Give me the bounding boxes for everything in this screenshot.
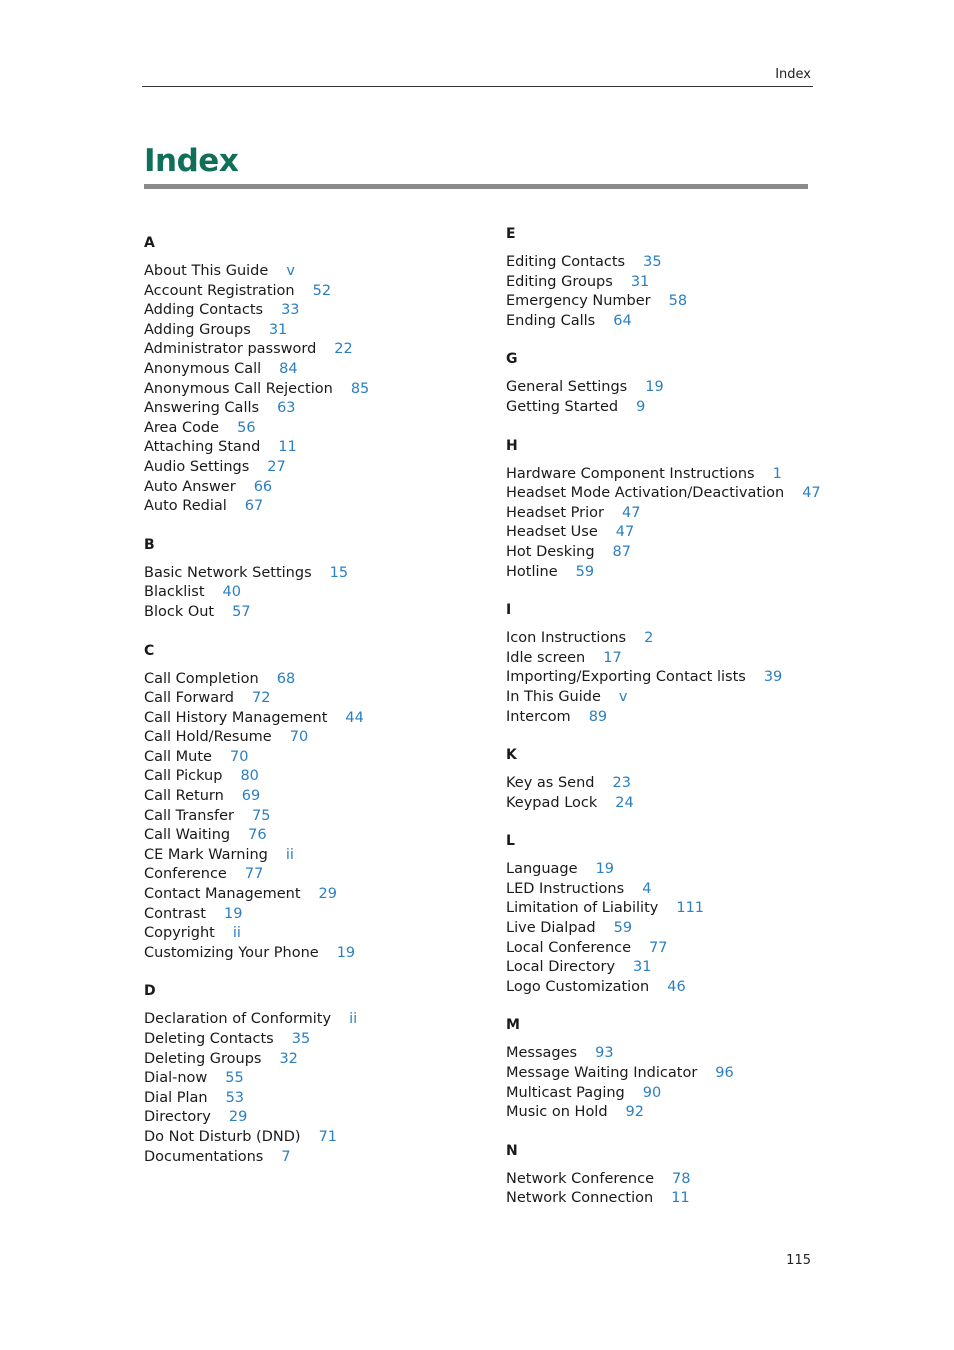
index-entry: [506, 688, 836, 708]
index-entry: [144, 282, 474, 302]
entry-term: Declaration of Conformity: [144, 1011, 332, 1028]
index-entry: [506, 880, 836, 900]
entry-term: Account Registration: [144, 282, 295, 299]
index-entry: [506, 629, 836, 649]
index-entry: [144, 905, 474, 925]
index-entry: [506, 273, 836, 293]
index-entry: [144, 438, 474, 458]
entry-term: Call Waiting: [144, 827, 231, 844]
entry-term: Anonymous Call Rejection: [144, 380, 333, 397]
entry-term: Dial-now: [144, 1070, 208, 1087]
index-entry: [144, 419, 474, 439]
entry-page-link[interactable]: 31: [268, 321, 288, 338]
entry-page-link[interactable]: 44: [345, 709, 364, 726]
section-letter: I: [506, 602, 512, 619]
index-entry: [506, 398, 836, 418]
index-section-b: [144, 536, 474, 623]
entry-page-link[interactable]: 31: [633, 959, 652, 976]
entry-page-link[interactable]: 47: [622, 504, 641, 521]
index-section-m: [506, 1016, 836, 1122]
index-entry: [144, 787, 474, 807]
page-number: 115: [786, 1253, 811, 1268]
entry-page-link[interactable]: 64: [613, 312, 632, 329]
section-letter: G: [506, 351, 518, 368]
entry-page-link[interactable]: 4: [642, 880, 652, 897]
title-rule: [144, 184, 808, 189]
entry-term: Adding Groups: [144, 321, 251, 338]
entry-term: Conference: [144, 866, 227, 883]
entry-term: Emergency Number: [506, 293, 651, 310]
index-section-d: [144, 982, 474, 1167]
entry-page-link[interactable]: 87: [612, 543, 631, 560]
entry-term: Editing Contacts: [506, 254, 626, 270]
index-section-c: [144, 642, 474, 964]
entry-term: Call Completion: [144, 670, 259, 687]
entry-page-link[interactable]: 70: [229, 748, 249, 765]
entry-term: LED Instructions: [506, 880, 625, 897]
section-letter: A: [144, 235, 155, 251]
entry-page-link[interactable]: v: [618, 688, 628, 705]
index-entry: [144, 301, 474, 321]
entry-page-link[interactable]: 55: [225, 1070, 244, 1087]
index-entry: [144, 1069, 474, 1089]
entry-page-link[interactable]: 39: [763, 669, 783, 686]
entry-page-link[interactable]: 78: [672, 1170, 691, 1187]
entry-page-link[interactable]: 67: [244, 498, 264, 515]
entry-term: CE Mark Warning: [144, 846, 268, 863]
entry-term: Call History Management: [144, 709, 328, 726]
entry-term: Documentations: [144, 1148, 264, 1165]
entry-term: Getting Started: [506, 398, 619, 415]
entry-term: Intercom: [506, 708, 571, 725]
entry-page-link[interactable]: 22: [334, 341, 353, 358]
entry-page-link[interactable]: 47: [615, 524, 635, 541]
section-letter: D: [144, 983, 156, 1000]
index-entry: [506, 484, 836, 504]
index-section-k: [506, 746, 836, 813]
entry-term: Local Conference: [506, 939, 632, 956]
index-entry: [506, 860, 836, 880]
index-entry: [506, 292, 836, 312]
index-section-g: [506, 350, 836, 417]
entry-term: Area Code: [144, 419, 220, 436]
entry-term: Answering Calls: [144, 400, 260, 417]
entry-page-link[interactable]: 47: [802, 485, 821, 502]
index-entry: [506, 668, 836, 688]
entry-page-link[interactable]: 32: [279, 1050, 298, 1067]
entry-page-link[interactable]: 2: [644, 630, 654, 647]
index-entry: [506, 504, 836, 524]
entry-page-link[interactable]: 84: [279, 360, 298, 377]
entry-page-link[interactable]: 80: [240, 768, 259, 785]
entry-term: Headset Use: [506, 524, 598, 541]
entry-term: Headset Mode Activation/Deactivation: [506, 485, 785, 502]
index-entry: [144, 380, 474, 400]
entry-page-link[interactable]: 59: [613, 920, 633, 937]
entry-page-link[interactable]: 77: [649, 939, 668, 956]
section-letter: N: [506, 1142, 518, 1159]
index-section-a: [144, 234, 474, 517]
entry-page-link[interactable]: 53: [225, 1089, 245, 1106]
entry-term: Language: [506, 861, 578, 878]
entry-term: Key as Send: [506, 775, 595, 792]
index-entry: [506, 1103, 836, 1123]
entry-term: Audio Settings: [144, 458, 250, 475]
index-entry: [144, 1030, 474, 1050]
entry-term: Icon Instructions: [506, 630, 627, 647]
index-entry: [506, 465, 836, 485]
entry-page-link[interactable]: 11: [671, 1190, 690, 1207]
entry-page-link[interactable]: 68: [276, 670, 296, 687]
entry-page-link[interactable]: 96: [715, 1065, 734, 1082]
entry-term: Call Pickup: [144, 768, 223, 785]
entry-page-link[interactable]: 111: [676, 900, 705, 917]
entry-page-link[interactable]: ii: [285, 846, 294, 863]
entry-term: Call Mute: [144, 748, 212, 765]
index-entry: [144, 399, 474, 419]
entry-term: Anonymous Call: [144, 360, 262, 377]
entry-term: Hot Desking: [506, 543, 595, 560]
entry-page-link[interactable]: 71: [318, 1128, 338, 1145]
entry-term: Administrator password: [144, 341, 317, 358]
index-entry: [506, 1044, 836, 1064]
index-entry: [144, 748, 474, 768]
entry-page-link[interactable]: ii: [232, 925, 241, 942]
entry-term: Deleting Contacts: [144, 1031, 274, 1047]
entry-term: Call Transfer: [144, 807, 234, 824]
section-letter: K: [506, 747, 517, 764]
entry-term: General Settings: [506, 379, 628, 396]
index-entry: [144, 478, 474, 498]
entry-page-link[interactable]: 29: [318, 886, 337, 903]
section-letter: E: [506, 226, 516, 242]
index-section-l: [506, 832, 836, 997]
entry-page-link[interactable]: 70: [289, 729, 309, 746]
index-column-right: [506, 225, 836, 1228]
index-entry: [144, 603, 474, 623]
index-entry: [506, 978, 836, 998]
entry-term: Deleting Groups: [144, 1050, 262, 1067]
index-entry: [144, 564, 474, 584]
entry-term: Customizing Your Phone: [144, 944, 319, 961]
entry-term: Message Waiting Indicator: [506, 1065, 698, 1082]
index-entry: [144, 865, 474, 885]
entry-term: Attaching Stand: [144, 439, 261, 456]
entry-page-link[interactable]: 24: [615, 794, 634, 811]
entry-term: Basic Network Settings: [144, 564, 312, 581]
entry-term: Keypad Lock: [506, 794, 598, 811]
index-entry: [506, 1170, 836, 1190]
page-title: Index: [144, 143, 239, 179]
index-entry: [144, 846, 474, 866]
entry-term: Network Conference: [506, 1170, 655, 1187]
entry-term: Call Hold/Resume: [144, 729, 272, 746]
index-entry: [506, 708, 836, 728]
index-entry: [144, 262, 474, 282]
index-entry: [144, 728, 474, 748]
entry-term: Contact Management: [144, 886, 301, 903]
entry-page-link[interactable]: 35: [643, 254, 662, 270]
entry-page-link[interactable]: 59: [575, 563, 595, 580]
entry-page-link[interactable]: 1: [772, 465, 782, 482]
index-entry: [144, 1108, 474, 1128]
entry-term: Headset Prior: [506, 504, 604, 521]
index-entry: [506, 563, 836, 583]
entry-term: Call Return: [144, 788, 224, 805]
entry-page-link[interactable]: 29: [228, 1109, 248, 1126]
entry-page-link[interactable]: 90: [642, 1084, 662, 1101]
entry-term: Network Connection: [506, 1190, 654, 1207]
entry-term: Auto Answer: [144, 478, 236, 495]
entry-term: In This Guide: [506, 688, 601, 705]
index-entry: [144, 458, 474, 478]
entry-term: Block Out: [144, 603, 215, 620]
index-entry: [144, 1050, 474, 1070]
entry-page-link[interactable]: 31: [630, 273, 650, 290]
entry-page-link[interactable]: 56: [237, 419, 256, 436]
entry-term: Editing Groups: [506, 273, 613, 290]
index-section-i: [506, 601, 836, 727]
entry-page-link[interactable]: 7: [281, 1148, 291, 1165]
entry-page-link[interactable]: 23: [612, 775, 631, 792]
index-entry: [144, 670, 474, 690]
entry-page-link[interactable]: 89: [588, 708, 608, 725]
index-entry: [506, 899, 836, 919]
entry-term: Music on Hold: [506, 1104, 608, 1121]
entry-term: Directory: [144, 1109, 211, 1126]
index-entry: [144, 321, 474, 341]
entry-page-link[interactable]: 19: [223, 905, 243, 922]
entry-page-link[interactable]: v: [286, 263, 295, 279]
entry-term: Idle screen: [506, 649, 586, 666]
index-entry: [144, 826, 474, 846]
entry-page-link[interactable]: ii: [349, 1011, 358, 1028]
section-letter: B: [144, 536, 155, 553]
entry-page-link[interactable]: 75: [251, 807, 271, 824]
entry-page-link[interactable]: 66: [253, 478, 273, 495]
index-entry: [506, 774, 836, 794]
index-entry: [506, 523, 836, 543]
index-section-n: [506, 1142, 836, 1209]
entry-page-link[interactable]: 11: [278, 439, 297, 456]
entry-page-link[interactable]: 72: [252, 690, 271, 707]
entry-term: Hardware Component Instructions: [506, 465, 755, 482]
entry-term: Dial Plan: [144, 1089, 208, 1106]
index-entry: [506, 378, 836, 398]
index-entry: [144, 340, 474, 360]
section-letter: M: [506, 1017, 520, 1034]
index-entry: [506, 919, 836, 939]
entry-term: Live Dialpad: [506, 920, 596, 937]
entry-term: Blacklist: [144, 584, 205, 601]
entry-page-link[interactable]: 92: [625, 1104, 644, 1121]
entry-term: Multicast Paging: [506, 1084, 625, 1101]
entry-term: Importing/Exporting Contact lists: [506, 669, 746, 686]
index-entry: [144, 885, 474, 905]
entry-page-link[interactable]: 35: [291, 1031, 311, 1047]
entry-page-link[interactable]: 58: [668, 293, 688, 310]
entry-page-link[interactable]: 85: [350, 380, 370, 397]
index-entry: [506, 649, 836, 669]
entry-term: Do Not Disturb (DND): [144, 1128, 301, 1145]
entry-page-link[interactable]: 77: [244, 866, 264, 883]
entry-term: Ending Calls: [506, 312, 596, 329]
index-entry: [144, 497, 474, 517]
entry-page-link[interactable]: 27: [267, 458, 286, 475]
index-entry: [506, 794, 836, 814]
entry-page-link[interactable]: 15: [329, 564, 349, 581]
index-entry: [506, 939, 836, 959]
entry-page-link[interactable]: 93: [595, 1045, 614, 1062]
running-header: Index: [775, 67, 811, 82]
index-entry: [144, 709, 474, 729]
entry-term: Adding Contacts: [144, 302, 264, 319]
index-entry: [506, 1189, 836, 1209]
entry-term: Contrast: [144, 905, 206, 922]
entry-term: Call Forward: [144, 690, 234, 707]
entry-page-link[interactable]: 19: [595, 861, 615, 878]
section-letter: H: [506, 437, 518, 454]
entry-page-link[interactable]: 76: [248, 827, 267, 844]
entry-term: Messages: [506, 1045, 578, 1062]
index-entry: [144, 1148, 474, 1168]
entry-page-link[interactable]: 19: [645, 379, 664, 396]
entry-page-link[interactable]: 17: [603, 649, 622, 666]
section-letter: C: [144, 642, 155, 659]
entry-term: Logo Customization: [506, 978, 650, 995]
entry-page-link[interactable]: 57: [232, 603, 251, 620]
index-entry: [506, 1064, 836, 1084]
index-entry: [144, 807, 474, 827]
index-entry: [506, 543, 836, 563]
index-entry: [144, 1128, 474, 1148]
index-entry: [144, 583, 474, 603]
index-entry: [506, 312, 836, 332]
entry-page-link[interactable]: 40: [222, 584, 241, 601]
entry-page-link[interactable]: 9: [636, 398, 646, 415]
header-rule: [142, 86, 813, 87]
index-entry: [144, 1089, 474, 1109]
index-entry: [506, 1084, 836, 1104]
index-entry: [144, 689, 474, 709]
index-entry: [144, 360, 474, 380]
section-letter: L: [506, 833, 515, 850]
entry-term: Copyright: [144, 925, 215, 942]
index-entry: [144, 767, 474, 787]
index-entry: [506, 253, 836, 273]
entry-term: Limitation of Liability: [506, 900, 659, 917]
entry-page-link[interactable]: 69: [241, 788, 261, 805]
entry-page-link[interactable]: 33: [281, 302, 300, 319]
entry-term: Auto Redial: [144, 498, 227, 515]
entry-page-link[interactable]: 63: [277, 400, 296, 417]
entry-page-link[interactable]: 52: [312, 282, 332, 299]
entry-term: Local Directory: [506, 959, 616, 976]
index-entry: [144, 1010, 474, 1030]
index-entry: [144, 924, 474, 944]
index-entry: [506, 958, 836, 978]
entry-page-link[interactable]: 46: [667, 978, 686, 995]
entry-page-link[interactable]: 19: [336, 944, 356, 961]
index-section-h: [506, 437, 836, 583]
entry-term: About This Guide: [144, 263, 269, 279]
index-entry: [144, 944, 474, 964]
entry-term: Hotline: [506, 563, 558, 580]
index-column-left: [144, 234, 474, 1186]
index-section-e: [506, 225, 836, 331]
